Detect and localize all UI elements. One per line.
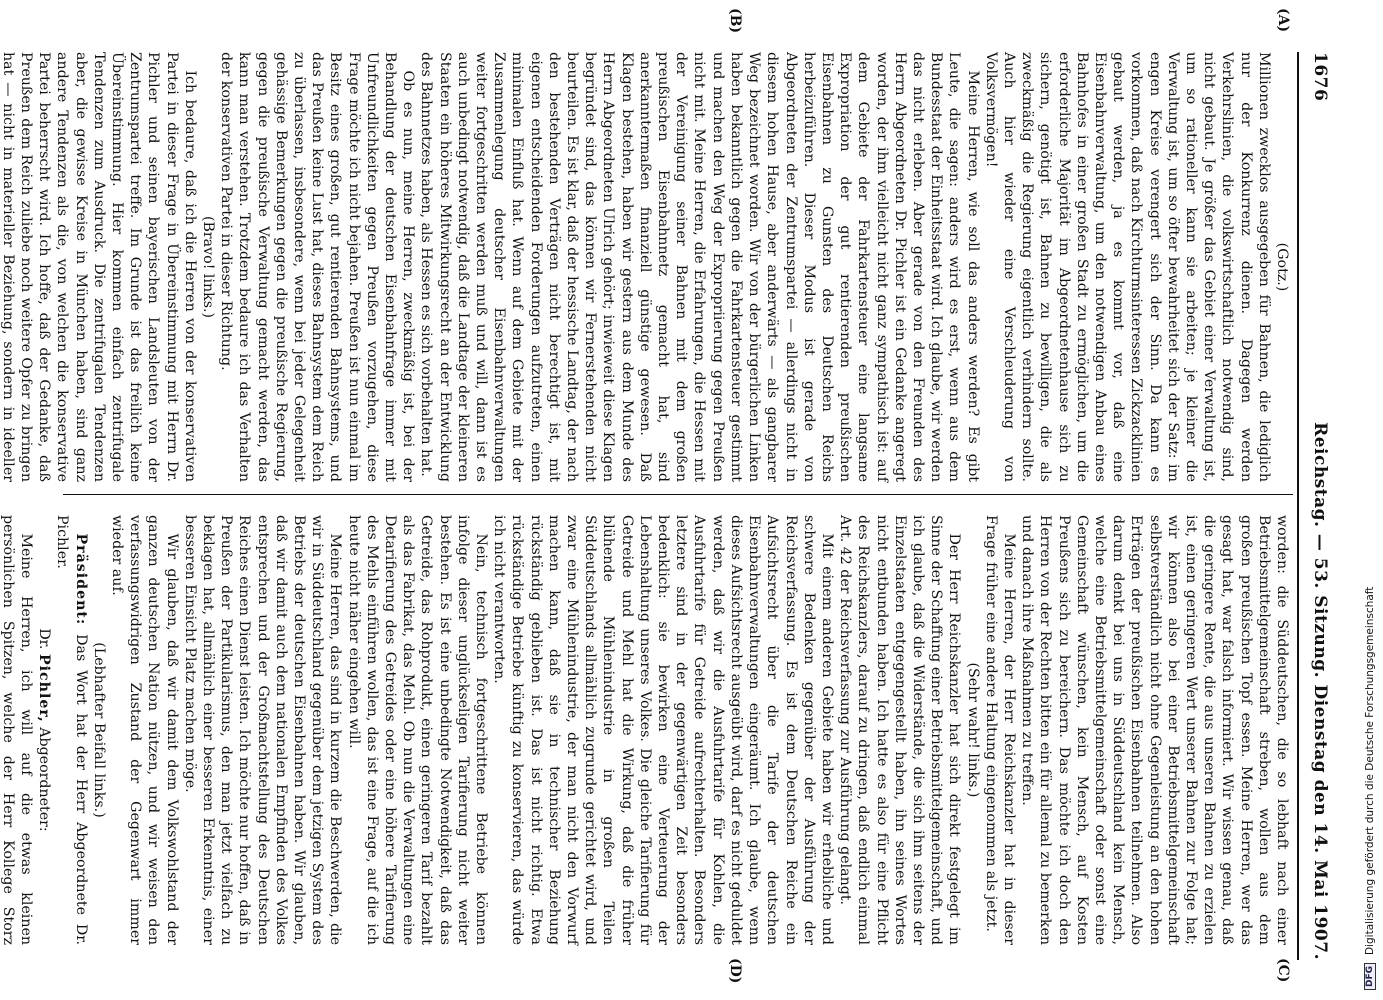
header-rule	[1297, 52, 1299, 960]
speaker-name: Pichler,	[36, 653, 53, 723]
president-statement	[53, 515, 89, 945]
paragraph: Der Herr Reichskanzler hat sich direkt festgelegt im Sinne der Schaffung einer Betriebsmittelgemeinschaft, und ich glaube, daß die Widerstände, die sich ihm seitens der Einzelstaaten entgegengestellt haben, ihn seines Wortes nicht entbunden haben. Ich hatte es also für eine Pflicht des Reichskanzlers, darauf zu dringen, daß endlich einmal Art. 42 der Reichsverfassung zur Ausführung gelangt.	[837, 515, 963, 945]
speaker-prefix: Dr.	[36, 628, 53, 650]
interjection: (Lebhafter Beifall links.)	[90, 642, 107, 818]
paragraph: Mit einem anderen Gebiete haben wir erhebliche und schwere Bedenken gegenüber der Ausführung der Reichsverfassung. Es ist dem Deutschen Reiche ein Aufsichtsrecht über die Tarife der deutschen Eisenbahnverwaltungen eingeräumt. Ich glaube, wenn dieses Aufsichtsrecht ausgeübt wird, darf es nicht geduldet werden, daß wir die Ausfuhrtarife für Kohlen, die Ausfuhrtarife für Getreide aufrechterhalten. Besonders letztere sind in der gegenwärtigen Zeit besonders bedenklich: sie bewirken eine Verteuerung der Lebenshaltung unseres Volkes. Die gleiche Tarifierung für Getreide und Mehl hat die Wirkung, daß die früher blühende Mühlenindustrie in großen Teilen Süddeutschlands allmählich zugrunde gerichtet wird, und zwar eine Mühlenindustrie, der man nicht den Vorwurf machen kann, daß sie in technischer Beziehung rückständig geblieben ist. Das ist nicht richtig. Etwa rückständige Betriebe künftig zu konservieren, das würde ich nicht verantworten.	[491, 515, 835, 945]
margin-marker-c: (C)	[1275, 958, 1291, 983]
paragraph: Meine Herren, der Herr Reichskanzler hat in dieser Frage früher eine andere Haltung eingenommen als jetzt.	[982, 515, 1017, 945]
margin-marker-a: (A)	[1275, 8, 1291, 33]
digitization-footer	[1363, 30, 1377, 990]
speaker-name: (Gotz.)	[1274, 242, 1290, 292]
paragraph: Meine Herren, ich will auf die etwas kleinen persönlichen Spitzen, welche der Herr Kollege Storz	[0, 515, 34, 945]
paragraph: Wir glauben, daß wir damit dem Volkswohlstand der ganzen deutschen Nation nützen, und wir weisen den verfassungswidrigen Zustand der Gegenwart immer wieder auf.	[109, 515, 180, 945]
margin-marker-b: (B)	[727, 8, 743, 34]
interjection: (Bravo! links.)	[200, 215, 217, 319]
column-divider	[63, 494, 1293, 495]
paragraph: Meine Herren, das sind in kurzem die Beschwerden, die wir in Süddeutschland gegenüber dem jetzigen System des Betriebs der deutschen Eisenbahnen haben. Wir glauben, daß wir damit auch dem nationalen Empfinden des Volkes entsprechen und der Großmachtstellung des Deutschen Reiches einen Dienst leisten. Ich möchte nur hoffen, daß in Preußen der Partikularismus, den man jetzt vielfach zu beklagen hat, allmählich einer besseren Erkenntnis, einer besseren Einsicht Platz machen möge.	[181, 515, 344, 945]
page-number: 1676	[1310, 52, 1330, 102]
page-title: Reichstag. — 53. Sitzung. Dienstag den 14. Mai 1907.	[1310, 422, 1330, 960]
paragraph: Nein, technisch fortgeschrittene Betriebe können infolge dieser unglückseligen Tarifierung nicht weiter bestehen. Es ist eine unbedingte Notwendigkeit, daß das Getreide, das Rohprodukt, einen geringeren Tarif bezahlt als das Fabrikat, das Mehl. Ob nun die Verwaltungen eine Detarifierung des Getreides oder eine höhere Tarifierung des Mehls einführen wollen, das ist eine Frage, auf die ich heute nicht näher eingehen will.	[345, 515, 490, 945]
dfg-logo: DFG	[1364, 963, 1376, 990]
paragraph: worden: die Süddeutschen, die so lebhaft nach einer Betriebsmittelgemeinschaft streben, wollen aus dem großen preußischen Topf essen. Meine Herren, wer das gesagt hat, war falsch informiert. Wir wissen genau, daß die geringere Rente, die aus unseren Bahnen zu erzielen ist, einen geringeren Wert unserer Bahnen zur Folge hat; wir können also bei einer Betriebsmittelgemeinschaft selbstverständlich nicht ohne Gegenleistung an den hohen Erträgen der preußischen Eisenbahnen teilnehmen. Also darum denkt bei uns in Süddeutschland kein Mensch, welche eine Betriebsmittelgemeinschaft oder sonst eine Gemeinschaft wünschen, kein Mensch, auf Kosten Preußens sich zu bereichern. Das möchte ich doch den Herren von der Rechten bitten ein für allemal zu bemerken und danach ihre Maßnahmen zu treffen.	[1019, 515, 1290, 945]
president-label: Präsident:	[72, 533, 89, 626]
president-text: Das Wort hat der Herr Abgeordnete Dr. Pichler.	[54, 515, 89, 946]
paragraph: Meine Herren, wie soll das anders werden? Es gibt Leute, die sagen: anders wird es erst, wenn aus dem Bundesstaat der Einheitsstaat wird. Ich glaube, wir werden das nicht erleben. Aber gerade von den Freunden des Herrn Abgeordneten Dr. Pichler ist ein Gedanke angeregt worden, der ihm vielleicht nicht ganz sympathisch ist: auf dem Gebiete der Fahrkartensteuer eine langsame Expropriation der gut rentierenden preußischen Eisenbahnen zu Gunsten des Deutschen Reichs herbeizuführen. Dieser Modus ist gerade von Abgeordneten der Zentrumspartei — allerdings nicht in diesem hohen Hause, aber anderwärts — als gangbarer Weg bezeichnet worden. Wir von der bürgerlichen Linken haben bekanntlich gegen die Fahrkartensteuer gestimmt und machen den Weg der Expropriierung gegen Preußen nicht mit. Meine Herren, die Erfahrungen, die Hessen mit der Vereinigung seiner Bahnen mit dem großen preußischen Eisenbahnnetz gemacht hat, sind anerkanntermaßen finanziell günstige gewesen. Daß Klagen bestehen, haben wir gestern aus dem Munde des Herrn Abgeordneten Ulrich gehört; inwieweit diese Klagen begründet sind, das können wir Fernerstehenden nicht beurteilen. Es ist klar, daß der hessische Landtag, der nach den bestehenden Verträgen nicht berechtigt ist, mit eigenen entscheidenden Forderungen aufzutreten, einen minimalen Einfluß hat. Wenn auf dem Gebiete mit der Zusammenlegung deutscher Eisenbahnverwaltungen weiter fortgeschritten werden muß und will, dann ist es auch unbedingt notwendig, daß die Landtage der kleineren Staaten ein höheres Mitwirkungsrecht an der Entwicklung des Bahnnetzes haben, als Hessen es sich vorbehalten hat.	[418, 52, 981, 482]
footer-credit: Digitalisierung gefördert durch die Deutsche Forschungsgemeinschaft	[1364, 586, 1376, 955]
speaker-heading	[35, 515, 53, 945]
right-column	[0, 515, 1291, 945]
footer-text-row	[1363, 30, 1377, 990]
page-header	[1302, 52, 1338, 960]
left-column	[0, 52, 1291, 482]
margin-marker-d: (D)	[727, 958, 743, 984]
speaker-role: Abgeordneter:	[36, 727, 53, 832]
paragraph: Ich bedaure, daß ich die Herren von der konservativen Partei in dieser Frage in Übereinstimmung mit Herrn Dr. Pichler und seinen bayerischen Landsleuten von der Zentrumspartei treffe. Im Grunde ist das freilich keine Übereinstimmung. Hier kommen einfach zentrifugale Tendenzen zum Ausdruck. Die zentrifugalen Tendenzen aber, die gewisse Kreise in München haben, sind ganz andere Tendenzen als die, von welchen die konservative Partei beherrscht wird. Ich hoffe, daß der Gedanke, daß Preußen dem Reich zuliebe noch weitere Opfer zu bringen hat — nicht in materieller Beziehung, sondern in ideeller	[0, 52, 198, 482]
interjection: (Sehr wahr! links.)	[964, 662, 981, 798]
paragraph: Millionen zwecklos ausgegeben für Bahnen, die lediglich nur der Konkurrenz dienen. Dagegen werden Verkehrslinien, die volkswirtschaftlich notwendig sind, nicht gebaut. Je größer das Gebiet einer Verwaltung ist, um so rationeller kann sie arbeiten; je kleiner die Verwaltung ist, um so öfter bewahrheitet sich der Satz: im engen Kreise verengert sich der Sinn. Da kann es vorkommen, daß nach Kirchturmsinteressen Zickzacklinien gebaut werden, ja es kommt vor, daß eine Eisenbahnverwaltung, um den notwendigen Anbau eines Bahnhofes in einer großen Stadt zu ermöglichen, um die erforderliche Majorität im Abgeordnetenhause sich zu sichern, genötigt ist, Bahnen zu bewilligen, die als zweckmäßig die Regierung eigentlich verhindern sollte. Auch hier wieder eine Verschleuderung von Volksvermögen!	[982, 52, 1272, 482]
paragraph: Ob es nun, meine Herren, zweckmäßig ist, bei der Behandlung der deutschen Eisenbahnfrage immer mit Unfreundlichkeiten gegen Preußen vorzugehen, diese Frage möchte ich nicht bejahen. Preußen ist nun einmal im Besitz eines großen, gut rentierenden Bahnsystems, und das Preußen keine Lust hat, dieses Bahnsystem dem Reich zu überlassen, insbesondere, wenn bei jeder Gelegenheit gehässige Bemerkungen gegen die preußische Regierung, gegen die preußische Verwaltung gemacht werden, das kann man verstehen. Trotzdem bedaure ich das Verhalten der konservativen Partei in dieser Richtung.	[218, 52, 417, 482]
